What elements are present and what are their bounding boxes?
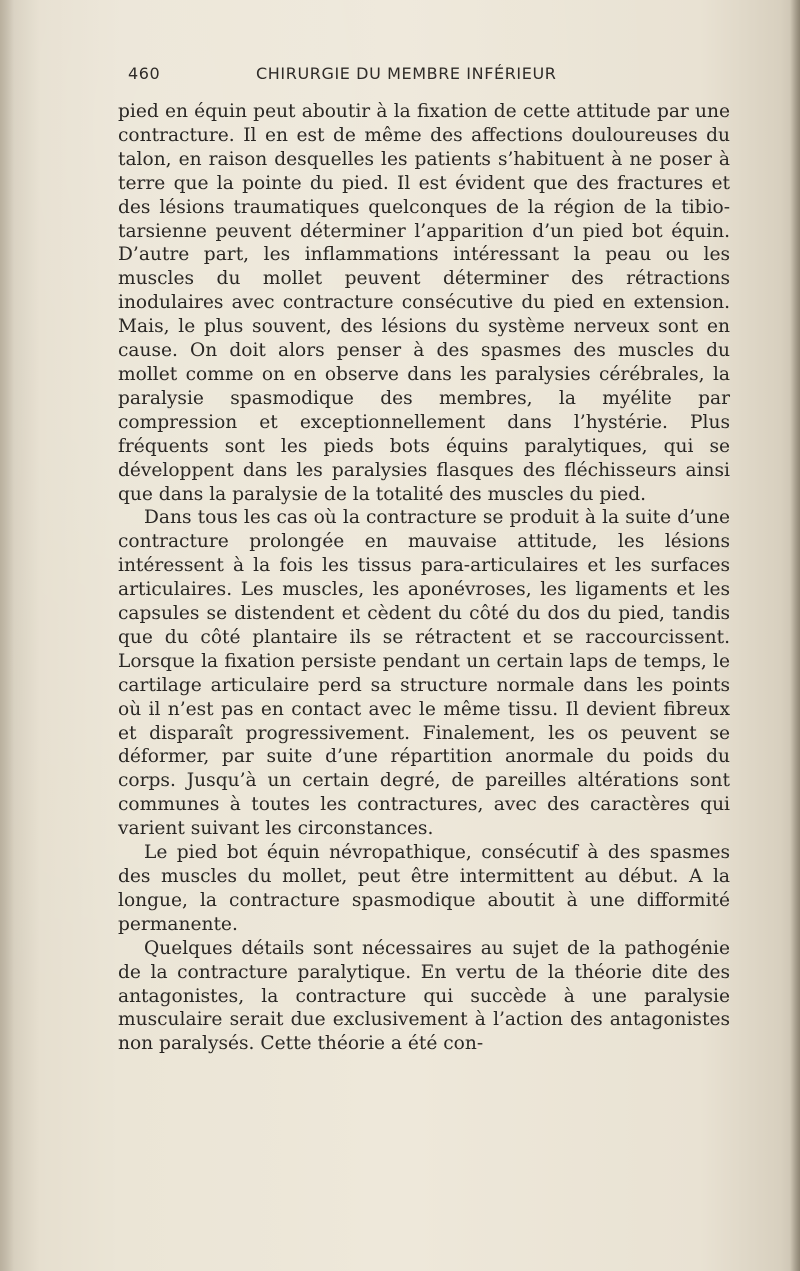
page-header	[128, 64, 668, 86]
body-text	[118, 100, 730, 1056]
paragraph-4: Quelques détails sont nécessaires au sujet de la pathogénie de la contracture paralytique. En vertu de la théorie dite des antagonistes, la contracture qui succède à une paralysie musculaire serait due exclusivement à l’action des antagonistes non paralysés. Cette théorie a été con-	[118, 937, 730, 1055]
page-number: 460	[128, 64, 161, 83]
page-left-shadow	[0, 0, 14, 1271]
paragraph-1: pied en équin peut aboutir à la fixation de cette attitude par une contracture. Il en est de même des affections douloureuses du talon, en raison desquelles les patients s’habituent à ne poser à terre que la pointe du pied. Il est évident que des fractures et des lésions traumatiques quelconques de la région de la tibio-tarsienne peuvent déterminer l’apparition d’un pied bot équin. D’autre part, les inflammations intéressant la peau ou les muscles du mollet peuvent déterminer des rétractions inodulaires avec contracture consécutive du pied en extension. Mais, le plus souvent, des lésions du système nerveux sont en cause. On doit alors penser à des spasmes des muscles du mollet comme on en observe dans les paralysies cérébrales, la paralysie spasmodique des membres, la myélite par compression et exceptionnellement dans l’hystérie. Plus fréquents sont les pieds bots équins paralytiques, qui se développent dans les paralysies flasques des fléchisseurs ainsi que dans la paralysie de la totalité des muscles du pied.	[118, 101, 730, 505]
running-title: CHIRURGIE DU MEMBRE INFÉRIEUR	[256, 64, 557, 83]
paragraph-3: Le pied bot équin névropathique, consécutif à des spasmes des muscles du mollet, peut être intermittent au début. A la longue, la contracture spasmodique aboutit à une difformité permanente.	[118, 842, 730, 935]
paragraph-2: Dans tous les cas où la contracture se produit à la suite d’une contracture prolongée en mauvaise attitude, les lésions intéressent à la fois les tissus para-articulaires et les surfaces articulaires. Les muscles, les aponévroses, les ligaments et les capsules se distendent et cèdent du côté du dos du pied, tandis que du côté plantaire ils se rétractent et se raccourcissent. Lorsque la fixation persiste pendant un certain laps de temps, le cartilage articulaire perd sa structure normale dans les points où il n’est pas en contact avec le même tissu. Il devient fibreux et disparaît progressivement. Finalement, les os peuvent se déformer, par suite d’une répartition anormale du poids du corps. Jusqu’à un certain degré, de pareilles altérations sont communes à toutes les contractures, avec des caractères qui varient suivant les circonstances.	[118, 507, 730, 840]
page-right-shadow	[790, 0, 800, 1271]
